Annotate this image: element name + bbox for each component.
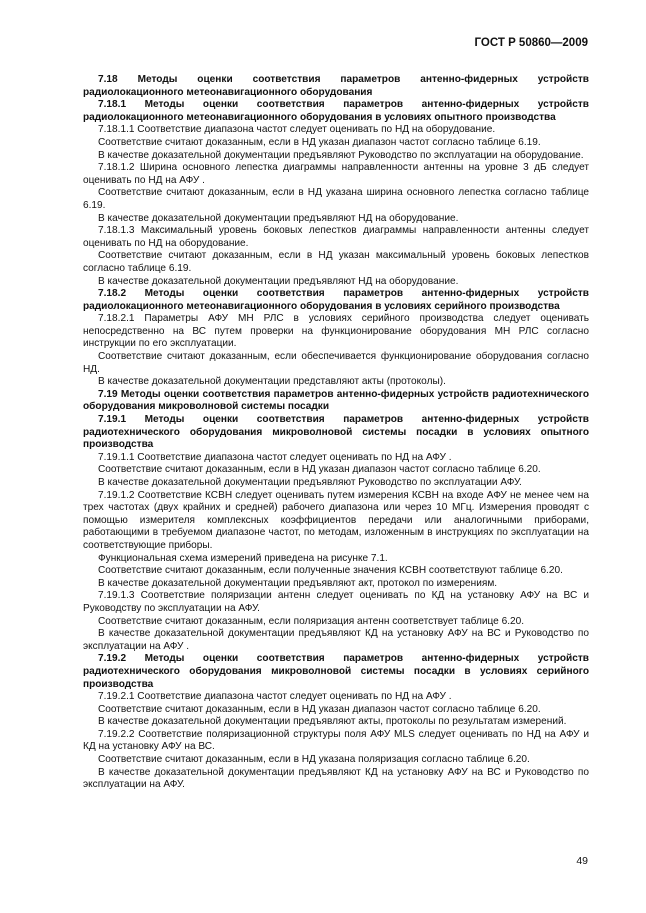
paragraph: 7.19.1.1 Соответствие диапазона частот следует оценивать по НД на АФУ . xyxy=(98,451,452,463)
paragraph: В качестве доказательной документации предъявляют НД на оборудование. xyxy=(98,212,459,224)
section-heading: 7.19.2 Методы оценки соответствия параметров антенно-фидерных устройств радиотехнического оборудования микроволновой системы посадки в условиях серийного производства xyxy=(83,653,589,690)
paragraph: 7.19.2.2 Соответствие поляризационной структуры поля АФУ MLS следует оценивать по НД на АФУ и КД на установку АФУ на ВС. xyxy=(83,728,589,753)
paragraph: Соответствие считают доказанным, если полученные значения КСВН соответствуют таблице 6.20. xyxy=(98,565,563,577)
section-heading: 7.19 Методы оценки соответствия параметров антенно-фидерных устройств радиотехнического оборудования микроволновой системы посадки xyxy=(83,388,589,413)
paragraph: В качестве доказательной документации предъявляют КД на установку АФУ на ВС и Руководство по эксплуатации на АФУ. xyxy=(83,766,589,791)
paragraph: Соответствие считают доказанным, если в НД указана ширина основного лепестка согласно таблице 6.19. xyxy=(83,187,589,211)
section-heading: 7.18 Методы оценки соответствия параметров антенно-фидерных устройств радиолокационного метеонавигационного оборудования xyxy=(83,74,589,98)
document-header: ГОСТ Р 50860—2009 xyxy=(474,37,588,49)
paragraph: Соответствие считают доказанным, если в НД указан максимальный уровень боковых лепестков согласно таблице 6.19. xyxy=(83,250,589,274)
paragraph: 7.18.2.1 Параметры АФУ МН РЛС в условиях серийного производства следует оценивать непосредственно на ВС путем проверки на функционирование оборудования МН РЛС согласно инструкции по его эксплуатации. xyxy=(83,313,589,350)
paragraph: В качестве доказательной документации представляют акты (протоколы). xyxy=(98,376,446,388)
paragraph: Соответствие считают доказанным, если в НД указана поляризация согласно таблице 6.20. xyxy=(98,754,530,766)
paragraph: В качестве доказательной документации предъявляют НД на оборудование. xyxy=(98,275,459,287)
paragraph: В качестве доказательной документации предъявляют Руководство по эксплуатации на оборудование. xyxy=(98,149,584,161)
paragraph: Соответствие считают доказанным, если в НД указан диапазон частот согласно таблице 6.20. xyxy=(98,703,541,715)
paragraph: Соответствие считают доказанным, если в НД указан диапазон частот согласно таблице 6.20. xyxy=(98,464,541,476)
paragraph: 7.19.1.3 Соответствие поляризации антенн следует оценивать по КД на установку АФУ на ВС и Руководству по эксплуатации на АФУ. xyxy=(83,590,589,614)
page-body xyxy=(83,74,589,792)
paragraph: 7.19.1.2 Соответствие КСВН следует оценивать путем измерения КСВН на входе АФУ не менее чем на трех частотах (двух крайних и средней) рабочего диапазона или через 10 МГц. Измерения проводят с помощью измерителя комплексных коэффициентов передачи или аналогичными приборами, работающими в требуемом диапазоне частот, по методам, изложенным в инструкциях по эксплуатации на соответствующие приборы. xyxy=(83,489,589,551)
paragraph: Соответствие считают доказанным, если в НД указан диапазон частот согласно таблице 6.19. xyxy=(98,136,541,148)
paragraph: 7.18.1.1 Соответствие диапазона частот следует оценивать по НД на оборудование. xyxy=(98,124,496,136)
paragraph: В качестве доказательной документации предъявляют акт, протокол по измерениям. xyxy=(98,577,498,589)
section-heading: 7.18.2 Методы оценки соответствия параметров антенно-фидерных устройств радиолокационного метеонавигационного оборудования в условиях серийного производства xyxy=(83,288,589,312)
section-heading: 7.18.1 Методы оценки соответствия параметров антенно-фидерных устройств радиолокационного метеонавигационного оборудования в условиях опытного производства xyxy=(83,99,589,123)
section-heading: 7.19.1 Методы оценки соответствия параметров антенно-фидерных устройств радиотехнического оборудования микроволновой системы посадки в условиях опытного производства xyxy=(83,414,589,451)
paragraph: 7.18.1.3 Максимальный уровень боковых лепестков диаграммы направленности антенны следует оценивать по НД на оборудование. xyxy=(83,225,589,249)
paragraph: В качестве доказательной документации предъявляют КД на установку АФУ на ВС и Руководство по эксплуатации на АФУ . xyxy=(83,628,589,652)
paragraph: Функциональная схема измерений приведена на рисунке 7.1. xyxy=(98,552,388,564)
paragraph: В качестве доказательной документации предъявляют акты, протоколы по результатам измерений. xyxy=(98,716,567,728)
paragraph: Соответствие считают доказанным, если поляризация антенн соответствует таблице 6.20. xyxy=(98,615,525,627)
paragraph: Соответствие считают доказанным, если обеспечивается функционирование оборудования согласно НД. xyxy=(83,351,589,375)
page-number: 49 xyxy=(576,855,588,867)
paragraph: 7.18.1.2 Ширина основного лепестка диаграммы направленности антенны на уровне 3 дБ следует оценивать по НД на АФУ . xyxy=(83,162,589,186)
paragraph: 7.19.2.1 Соответствие диапазона частот следует оценивать по НД на АФУ . xyxy=(98,691,452,703)
paragraph: В качестве доказательной документации предъявляют Руководство по эксплуатации АФУ. xyxy=(98,477,522,488)
